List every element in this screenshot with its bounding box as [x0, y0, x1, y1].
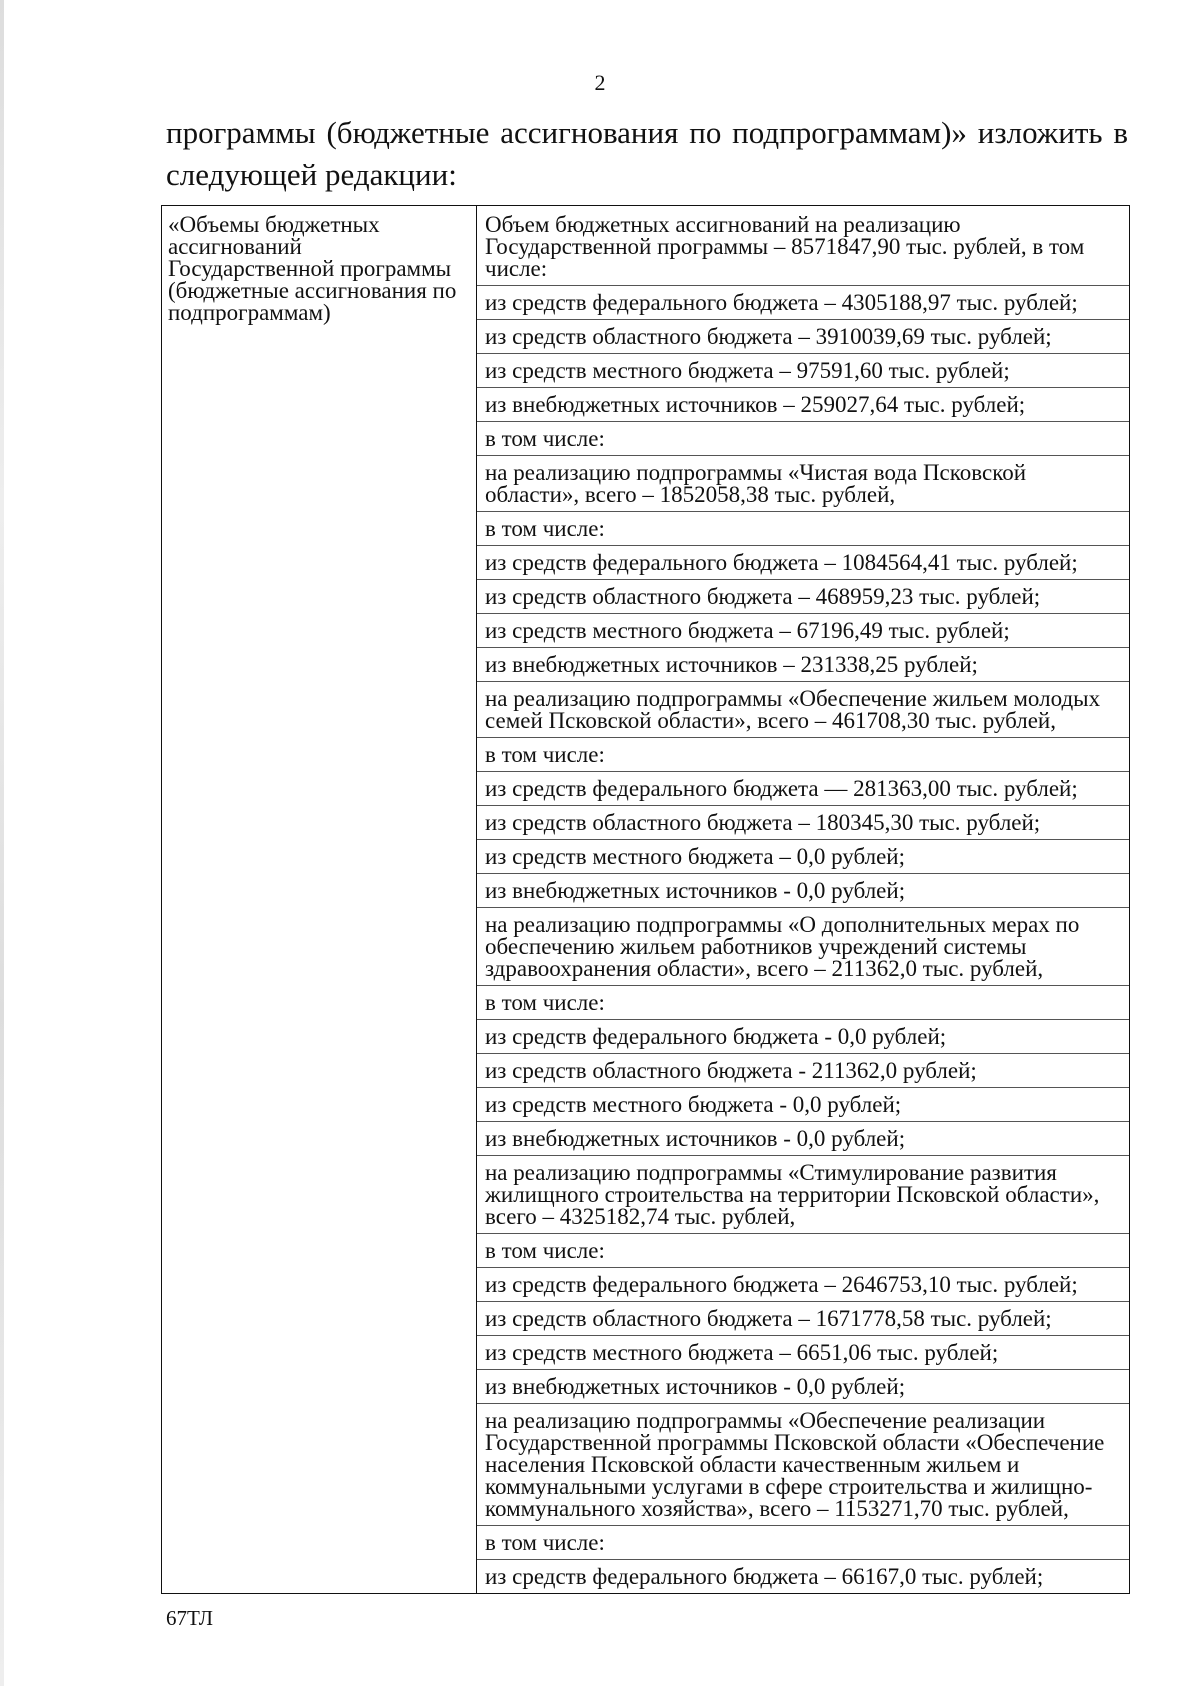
- table-line: из внебюджетных источников - 0,0 рублей;: [477, 874, 1129, 908]
- table-line: на реализацию подпрограммы «О дополнительных мерах по обеспечению жильем работников учреждений системы здравоохранения области», всего – 211362,0 тыс. рублей,: [477, 908, 1129, 986]
- table-value-cell: [477, 206, 1130, 1594]
- table-line: в том числе:: [477, 986, 1129, 1020]
- table-line: на реализацию подпрограммы «Чистая вода Псковской области», всего – 1852058,38 тыс. рублей,: [477, 456, 1129, 512]
- table-line: в том числе:: [477, 1234, 1129, 1268]
- table-line: из внебюджетных источников - 0,0 рублей;: [477, 1370, 1129, 1404]
- table-line: из средств местного бюджета – 0,0 рублей;: [477, 840, 1129, 874]
- table-line: из средств областного бюджета – 180345,30 тыс. рублей;: [477, 806, 1129, 840]
- intro-paragraph: программы (бюджетные ассигнования по подпрограммам)» изложить в следующей редакции:: [166, 115, 1128, 192]
- table-line: из средств местного бюджета – 67196,49 тыс. рублей;: [477, 614, 1129, 648]
- budget-table-row: [162, 206, 1130, 1594]
- page-number: 2: [594, 70, 606, 95]
- table-line: на реализацию подпрограммы «Стимулирование развития жилищного строительства на территории Псковской области», всего – 4325182,74 тыс. рублей,: [477, 1156, 1129, 1234]
- scan-edge: [0, 0, 4, 1686]
- table-line: из средств федерального бюджета – 1084564,41 тыс. рублей;: [477, 546, 1129, 580]
- footer-code: 67ТЛ: [166, 1606, 214, 1630]
- table-line: из средств федерального бюджета - 0,0 рублей;: [477, 1020, 1129, 1054]
- table-line: из внебюджетных источников – 259027,64 тыс. рублей;: [477, 388, 1129, 422]
- table-line: Объем бюджетных ассигнований на реализацию Государственной программы – 8571847,90 тыс. рублей, в том числе:: [477, 206, 1129, 286]
- table-line: из средств местного бюджета - 0,0 рублей;: [477, 1088, 1129, 1122]
- table-line: из средств областного бюджета – 468959,23 тыс. рублей;: [477, 580, 1129, 614]
- budget-table: [161, 205, 1130, 1594]
- table-line: из средств областного бюджета – 3910039,69 тыс. рублей;: [477, 320, 1129, 354]
- table-line: из средств федерального бюджета – 66167,0 тыс. рублей;: [485, 1564, 1044, 1589]
- table-line: из средств областного бюджета - 211362,0 рублей;: [477, 1054, 1129, 1088]
- table-line: в том числе:: [477, 738, 1129, 772]
- table-line: в том числе:: [477, 422, 1129, 456]
- table-line: из средств федерального бюджета — 281363,00 тыс. рублей;: [477, 772, 1129, 806]
- table-line: в том числе:: [477, 1526, 1129, 1560]
- table-label-cell: «Объемы бюджетных ассигнований Государственной программы (бюджетные ассигнования по подпрограммам): [162, 206, 477, 1594]
- table-line: из внебюджетных источников - 0,0 рублей;: [477, 1122, 1129, 1156]
- table-line: на реализацию подпрограммы «Обеспечение реализации Государственной программы Псковской области «Обеспечение населения Псковской области качественным жильем и коммунальными услугами в сфере строительства и жилищно-коммунального хозяйства», всего – 1153271,70 тыс. рублей,: [477, 1404, 1129, 1526]
- table-line: из средств федерального бюджета – 4305188,97 тыс. рублей;: [477, 286, 1129, 320]
- table-line: в том числе:: [477, 512, 1129, 546]
- table-line: из средств местного бюджета – 6651,06 тыс. рублей;: [477, 1336, 1129, 1370]
- table-line: из внебюджетных источников – 231338,25 рублей;: [477, 648, 1129, 682]
- table-line: из средств областного бюджета – 1671778,58 тыс. рублей;: [477, 1302, 1129, 1336]
- table-line: на реализацию подпрограммы «Обеспечение жильем молодых семей Псковской области», всего – 461708,30 тыс. рублей,: [477, 682, 1129, 738]
- table-line: из средств местного бюджета – 97591,60 тыс. рублей;: [477, 354, 1129, 388]
- table-line: из средств федерального бюджета – 2646753,10 тыс. рублей;: [477, 1268, 1129, 1302]
